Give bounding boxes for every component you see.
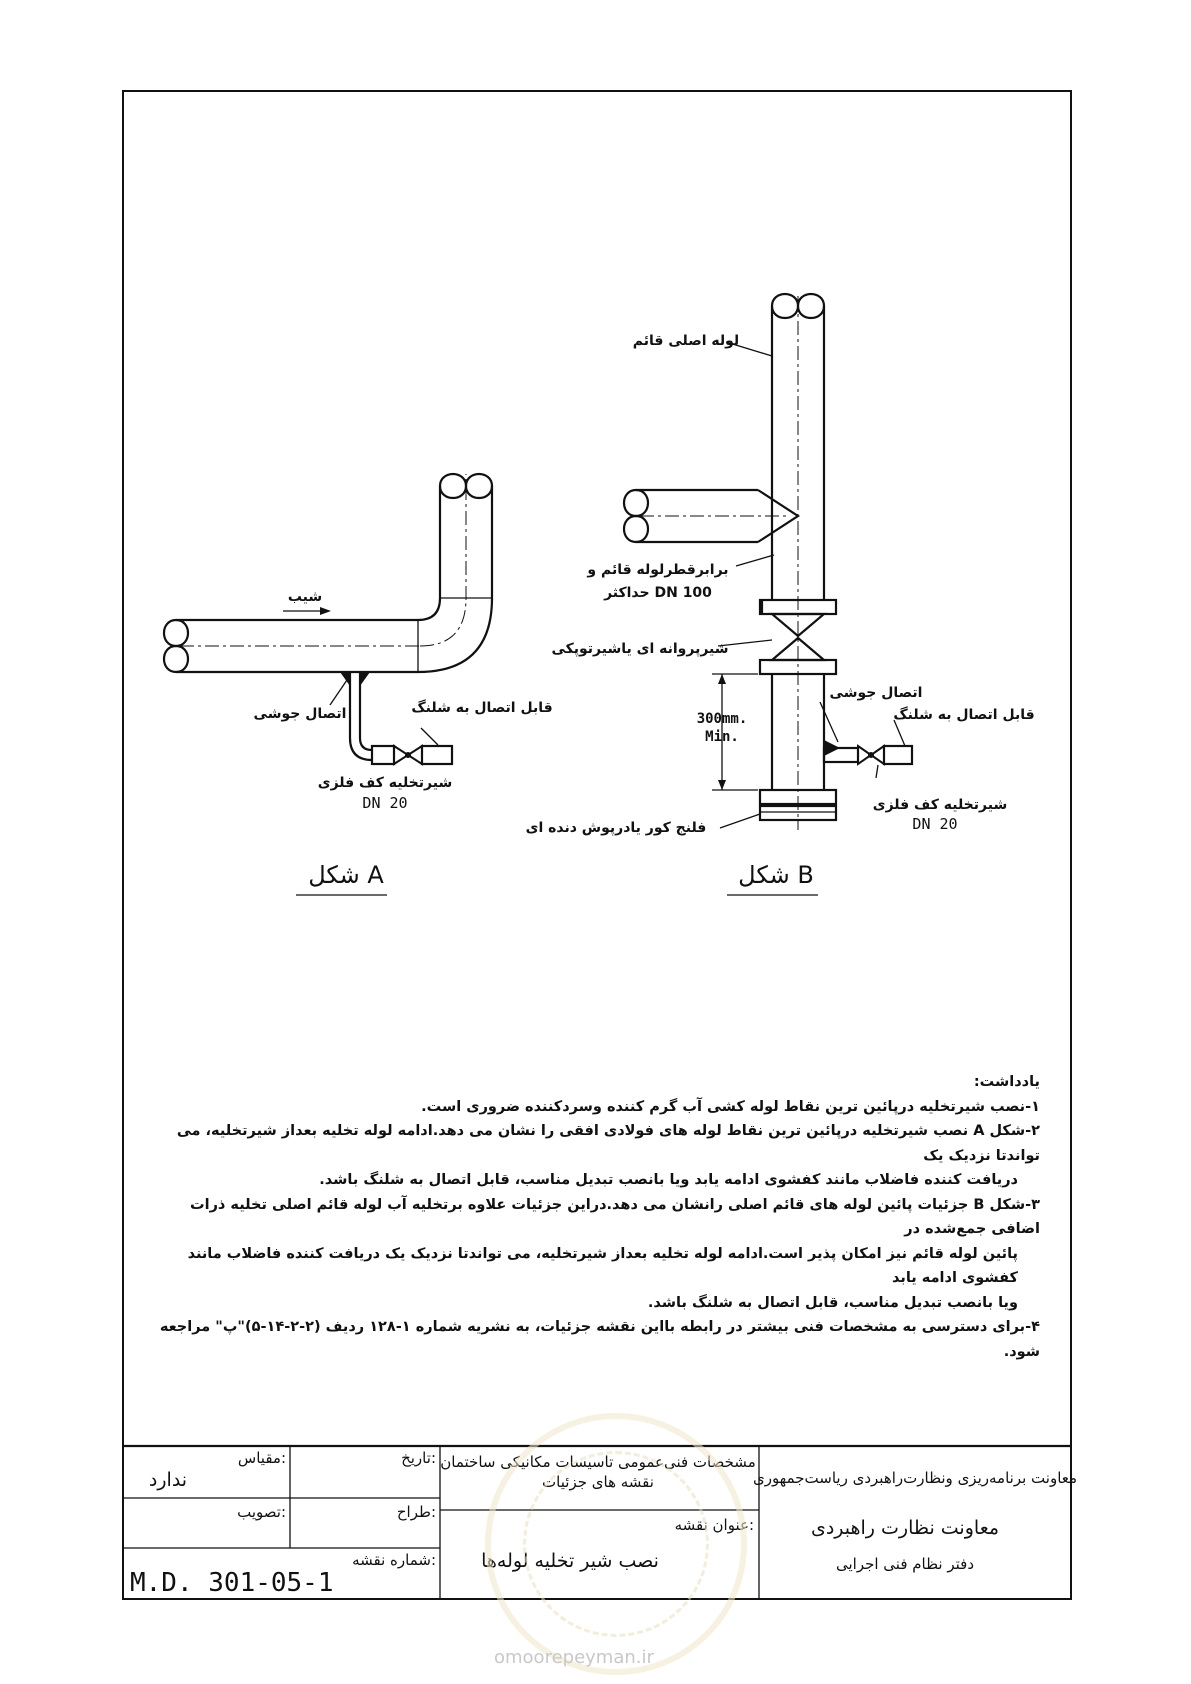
- date-label: تاریخ:: [401, 1449, 436, 1467]
- note-4: ۴-برای دسترسی به مشخصات فنی بیشتر در رابطه بااین نقشه جزئیات، به نشریه شماره ۱-۱۲۸ ردیف (۲-۲-۱۴-۵)"پ" مراجعه شود.: [159, 1319, 1040, 1360]
- valve-size-label-a: DN 20: [362, 794, 408, 812]
- website-watermark: omoorepeyman.ir: [494, 1647, 654, 1668]
- hose-connection-label-b: قابل اتصال به شلنگ: [893, 707, 1035, 723]
- weld-joint-label-a: اتصال جوشی: [253, 706, 347, 722]
- main-riser-label: لوله اصلی قائم: [632, 333, 740, 349]
- weld-joint-label-b: اتصال جوشی: [829, 685, 923, 701]
- figure-a-title: شکل A: [308, 861, 384, 889]
- note-3-line-1: ۳-شکل B جزئیات پائین لوله های قائم اصلی رانشان می دهد.دراین جزئیات علاوه برتخلیه آب لوله قائم اصلی تخلیه ذرات اضافی جمع‌شده در: [190, 1196, 1040, 1237]
- notes-section: [140, 1070, 1040, 1364]
- scale-label: مقیاس:: [237, 1449, 286, 1467]
- drawing-number-label: شماره نقشه:: [352, 1551, 436, 1569]
- spec-title-2: نقشه های جزئیات: [542, 1473, 654, 1491]
- org-line: معاونت برنامه‌ریزی ونظارت‌راهبردی ریاست‌جمهوری: [752, 1469, 1078, 1487]
- notes-heading: یادداشت:: [973, 1074, 1040, 1090]
- blind-flange-label: فلنج کور یادرپوش دنده ای: [525, 820, 707, 836]
- note-3-line-3: ویا بانصب تبدیل مناسب، قابل اتصال به شلنگ باشد.: [647, 1294, 1018, 1311]
- drawing-number: M.D. 301-05-1: [130, 1568, 334, 1598]
- slope-label: شیب: [287, 589, 323, 605]
- branch-size-label-1: برابرقطرلوله قائم و: [587, 562, 729, 578]
- designer-label: طراح:: [396, 1503, 436, 1521]
- figure-b-title: شکل B: [738, 861, 814, 889]
- figure-b: [526, 294, 1035, 895]
- butterfly-valve-label: شیرپروانه ای یاشیرتوپکی: [551, 641, 729, 657]
- branch-size-label-2: حداکثر DN 100: [604, 585, 712, 601]
- note-1: ۱-نصب شیرتخلیه درپائین ترین نقاط لوله کشی آب گرم کننده وسردکننده ضروری است.: [421, 1098, 1040, 1115]
- note-3-line-2: پائین لوله قائم نیز امکان پذیر است.ادامه لوله تخلیه بعداز شیرتخلیه، می تواندتا نزدیک یک دریافت کننده فاضلاب مانند کفشوی ادامه یابد: [187, 1245, 1018, 1286]
- scale-value: ندارد: [148, 1469, 188, 1491]
- org-unit: معاونت نظارت راهبردی: [810, 1517, 1000, 1539]
- drawing-title: نصب شیر تخلیه لوله‌ها: [481, 1550, 659, 1572]
- approval-label: تصویب:: [237, 1503, 286, 1521]
- min-dimension-value: 300mm.: [696, 711, 748, 727]
- drawing-title-label: عنوان نقشه:: [674, 1516, 754, 1534]
- min-dimension-unit: Min.: [705, 729, 739, 745]
- spec-title-1: مشخصات فنی‌عمومی تاسیسات مکانیکی ساختمان: [440, 1453, 756, 1471]
- watermark-seal: [485, 1413, 747, 1675]
- drain-valve-label-a: شیرتخلیه کف فلزی: [317, 775, 453, 791]
- sheet-border: [123, 91, 1071, 1599]
- note-2-line-1: ۲-شکل A نصب شیرتخلیه درپائین ترین نقاط لوله های فولادی افقی را نشان می دهد.ادامه لوله تخلیه بعداز شیرتخلیه، می تواندتا نزدیک یک: [176, 1123, 1040, 1164]
- figure-a: [164, 474, 553, 895]
- hose-connection-label-a: قابل اتصال به شلنگ: [411, 700, 553, 716]
- note-2-line-2: دریافت کننده فاضلاب مانند کفشوی ادامه یابد ویا بانصب تبدیل مناسب، قابل اتصال به شلنگ باشد.: [319, 1172, 1018, 1188]
- org-office: دفتر نظام فنی اجرایی: [835, 1555, 975, 1573]
- drain-valve-label-b: شیرتخلیه کف فلزی: [872, 797, 1008, 813]
- valve-size-label-b: DN 20: [912, 815, 958, 833]
